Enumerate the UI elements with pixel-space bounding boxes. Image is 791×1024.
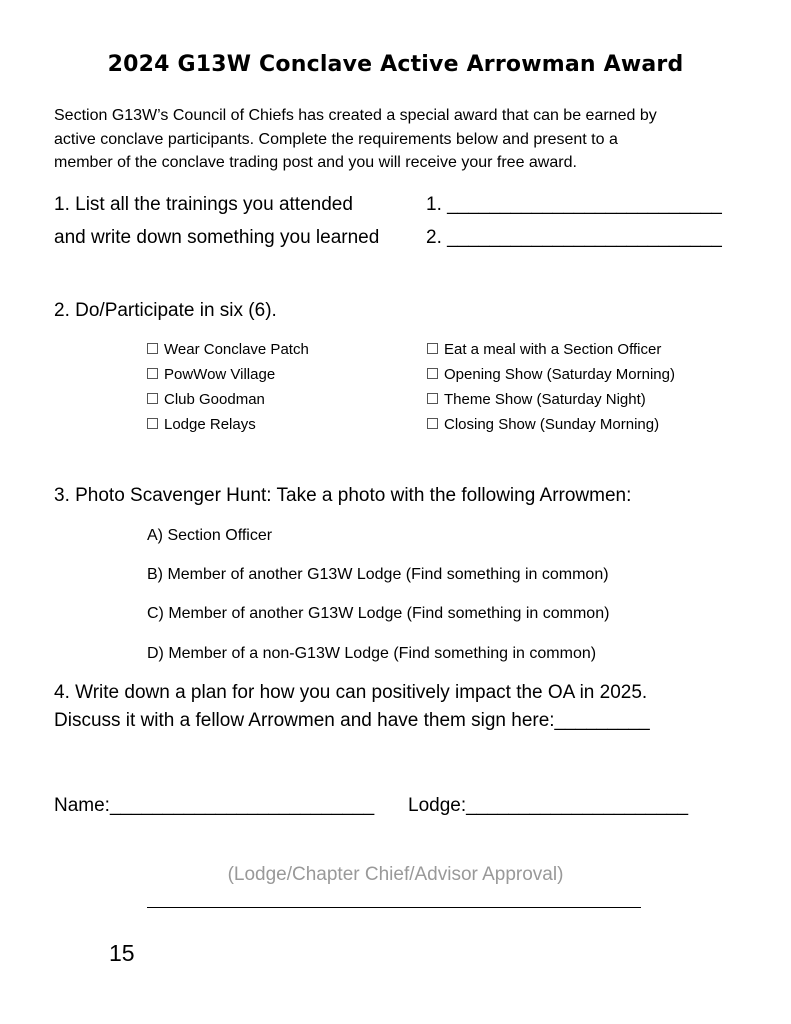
checkbox-label: Wear Conclave Patch (164, 341, 309, 358)
checkbox-icon[interactable] (427, 418, 438, 429)
page-number: 15 (109, 940, 135, 966)
intro-line: member of the conclave trading post and you will receive your free award. (54, 154, 577, 171)
req3-heading: 3. Photo Scavenger Hunt: Take a photo with the following Arrowmen: (54, 485, 632, 506)
checkbox-label: Lodge Relays (164, 416, 256, 433)
checkbox-icon[interactable] (427, 343, 438, 354)
name-field[interactable]: Name:_________________________ (54, 795, 375, 816)
checkbox-item[interactable] (427, 391, 646, 408)
training-blank-2[interactable]: 2. __________________________ (426, 227, 722, 248)
intro-line: active conclave participants. Complete the requirements below and present to a (54, 130, 618, 148)
req4-line1: 4. Write down a plan for how you can positively impact the OA in 2025. (54, 682, 648, 703)
checkbox-item[interactable] (427, 416, 659, 433)
checkbox-label: Theme Show (Saturday Night) (444, 391, 646, 408)
checkbox-item[interactable] (427, 366, 675, 383)
req1-line2: and write down something you learned (54, 227, 380, 248)
intro-paragraph (54, 104, 754, 175)
checkbox-label: Club Goodman (164, 391, 265, 408)
checkbox-icon[interactable] (147, 343, 158, 354)
checkbox-label: PowWow Village (164, 366, 276, 383)
scavenger-item: D) Member of a non-G13W Lodge (Find something in common) (147, 645, 597, 662)
checkbox-item[interactable] (147, 366, 275, 383)
req2-heading: 2. Do/Participate in six (6). (54, 300, 277, 321)
scavenger-item: C) Member of another G13W Lodge (Find something in common) (147, 605, 610, 622)
req1-line1: 1. List all the trainings you attended (54, 194, 353, 215)
checkbox-label: Closing Show (Sunday Morning) (444, 416, 660, 433)
checkbox-icon[interactable] (427, 368, 438, 379)
lodge-field[interactable]: Lodge:_____________________ (408, 795, 689, 816)
scavenger-item: B) Member of another G13W Lodge (Find something in common) (147, 566, 609, 583)
checkbox-icon[interactable] (147, 418, 158, 429)
page-title: 2024 G13W Conclave Active Arrowman Award (107, 52, 684, 77)
approval-label: (Lodge/Chapter Chief/Advisor Approval) (227, 864, 564, 885)
checkbox-icon[interactable] (147, 393, 158, 404)
checkbox-item[interactable] (147, 341, 309, 358)
checkbox-label: Opening Show (Saturday Morning) (444, 366, 675, 383)
checkbox-icon[interactable] (427, 393, 438, 404)
training-blank-1[interactable]: 1. __________________________ (426, 194, 722, 215)
checkbox-item[interactable] (147, 391, 265, 408)
checkbox-item[interactable] (147, 416, 256, 433)
req4-line2[interactable]: Discuss it with a fellow Arrowmen and have them sign here:_________ (54, 710, 650, 731)
checkbox-icon[interactable] (147, 368, 158, 379)
approval-signature-line[interactable] (147, 907, 641, 908)
checkbox-label: Eat a meal with a Section Officer (444, 341, 662, 358)
scavenger-item: A) Section Officer (147, 527, 273, 544)
checkbox-item[interactable] (427, 341, 661, 358)
intro-line: Section G13W’s Council of Chiefs has created a special award that can be earned by (54, 107, 657, 124)
